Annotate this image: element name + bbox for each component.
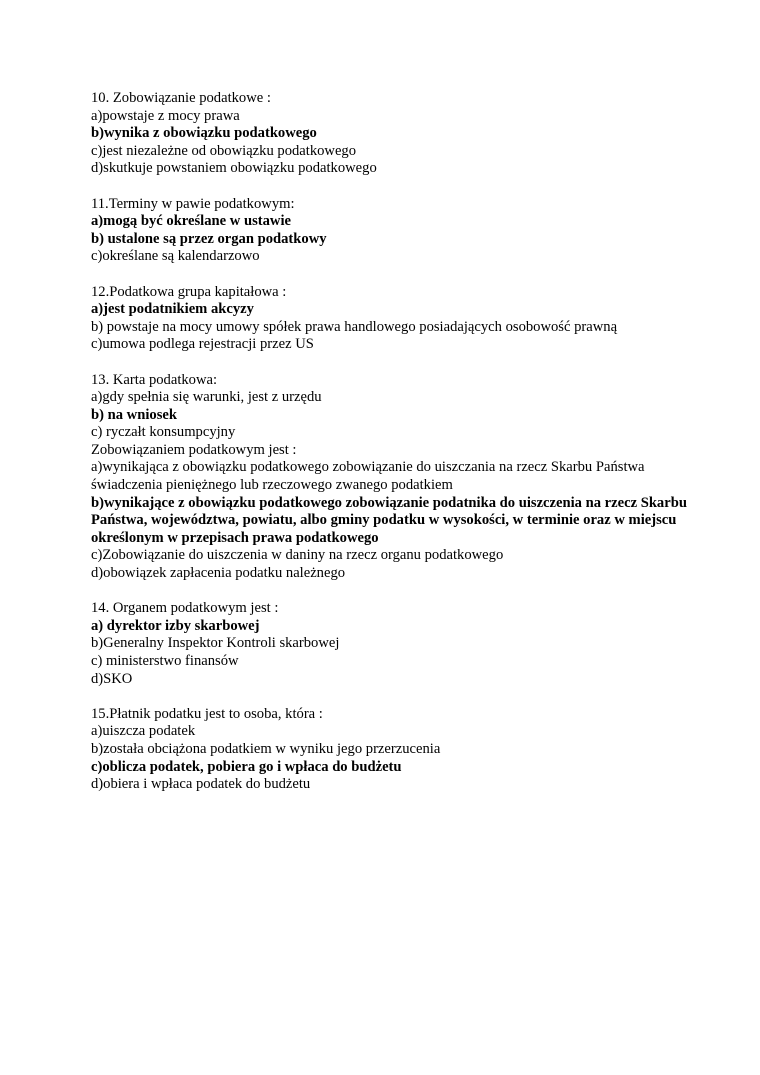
answer-b-correct: b)wynika z obowiązku podatkowego: [91, 125, 317, 142]
answer-d: d)SKO: [91, 670, 133, 687]
question-14: [91, 600, 711, 688]
answer-c: c) ryczałt konsumpcyjny: [91, 424, 236, 441]
answer-a-correct: a)jest podatnikiem akcyzy: [91, 301, 254, 318]
sub-answer-d: d)obowiązek zapłacenia podatku należnego: [91, 565, 346, 582]
sub-answer-b-correct: b)wynikające z obowiązku podatkowego zobowiązanie podatnika do uiszczenia na rzecz Skarbu Państwa, województwa, powiatu, albo gminy podatku w wysokości, w terminie oraz w miejscu określonym w przepisach prawa podatkowego: [91, 494, 687, 546]
answer-b-correct: b) na wniosek: [91, 406, 177, 423]
answer-a: a)powstaje z mocy prawa: [91, 107, 240, 124]
question-12: [91, 284, 711, 354]
question-text: 11.Terminy w pawie podatkowym:: [91, 195, 295, 212]
answer-b-correct: b) ustalone są przez organ podatkowy: [91, 230, 327, 247]
question-text: 12.Podatkowa grupa kapitałowa :: [91, 283, 287, 300]
question-text: 15.Płatnik podatku jest to osoba, która :: [91, 705, 323, 722]
sub-answer-c: c)Zobowiązanie do uiszczenia w daniny na rzecz organu podatkowego: [91, 547, 504, 564]
answer-a: a)gdy spełnia się warunki, jest z urzędu: [91, 389, 322, 406]
answer-b: b)Generalny Inspektor Kontroli skarbowej: [91, 635, 340, 652]
answer-c: c)jest niezależne od obowiązku podatkowego: [91, 142, 357, 159]
answer-c: c)umowa podlega rejestracji przez US: [91, 336, 314, 353]
answer-a: a)uiszcza podatek: [91, 723, 196, 740]
answer-b: b)została obciążona podatkiem w wyniku jego przerzucenia: [91, 740, 441, 757]
answer-d: d)skutkuje powstaniem obowiązku podatkowego: [91, 160, 377, 177]
question-text: 10. Zobowiązanie podatkowe :: [91, 90, 271, 106]
question-13: [91, 372, 711, 583]
answer-c: c)określane są kalendarzowo: [91, 248, 260, 265]
sub-question-text: Zobowiązaniem podatkowym jest :: [91, 441, 297, 458]
answer-c-correct: c)oblicza podatek, pobiera go i wpłaca do budżetu: [91, 758, 402, 775]
answer-d: d)obiera i wpłaca podatek do budżetu: [91, 776, 311, 793]
question-15: [91, 706, 711, 794]
answer-a-correct: a)mogą być określane w ustawie: [91, 213, 291, 230]
document-body: [91, 90, 711, 811]
answer-c: c) ministerstwo finansów: [91, 653, 239, 669]
question-11: [91, 196, 711, 266]
answer-b: b) powstaje na mocy umowy spółek prawa handlowego posiadających osobowość prawną: [91, 318, 618, 335]
answer-a-correct: a) dyrektor izby skarbowej: [91, 617, 260, 634]
question-text: 14. Organem podatkowym jest :: [91, 600, 279, 617]
sub-answer-a: a)wynikająca z obowiązku podatkowego zobowiązanie do uiszczania na rzecz Skarbu Państwa świadczenia pieniężnego lub rzeczowego zwanego podatkiem: [91, 459, 645, 494]
question-10: [91, 90, 711, 178]
question-text: 13. Karta podatkowa:: [91, 371, 218, 388]
